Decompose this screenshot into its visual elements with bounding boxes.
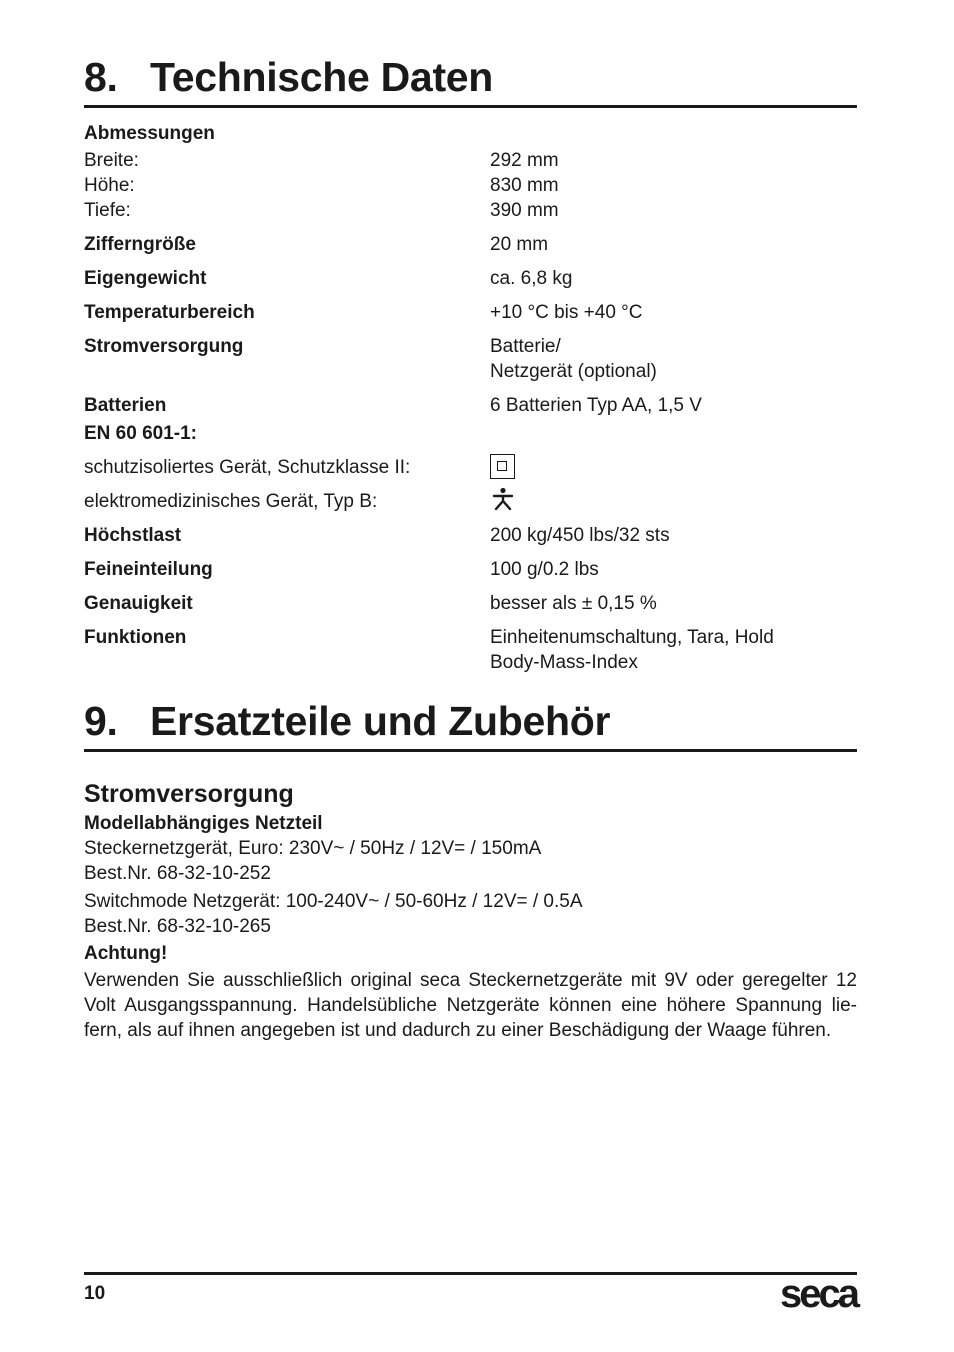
seca-logo: seca [780,1272,857,1316]
adapter-heading: Modellabhängiges Netzteil [84,813,323,834]
spec-label: EN 60 601-1: [84,423,198,444]
section-8-title: Technische Daten [150,54,494,100]
spec-value: 292 mm [490,150,559,171]
spec-value: Batterie/ Netzgerät (optional) [490,336,657,382]
section-9-title: Ersatzteile und Zubehör [150,698,611,744]
spec-label: elektromedizinisches Gerät, Typ B: [84,491,378,512]
spec-label: Zifferngröße [84,234,196,255]
spec-label: Funktionen [84,627,187,648]
section-8-number: 8. [84,54,118,100]
warning-line: Verwenden Sie ausschließlich original seca Steckernetzgeräte mit 9V oder geregelter 12 [84,970,857,991]
spec-value: ca. 6,8 kg [490,268,573,289]
adapter-2-description: Switchmode Netzgerät: 100-240V~ / 50-60Hz / 12V= / 0.5A [84,891,583,912]
spec-label: Höchstlast [84,525,182,546]
spec-label: Stromversorgung [84,336,244,357]
spec-value: 830 mm [490,175,559,196]
warning-paragraph [84,968,857,1043]
spec-value: 200 kg/450 lbs/32 sts [490,525,670,546]
manual-page [84,0,857,1352]
spec-label: Genauigkeit [84,593,193,614]
section-9-heading [84,692,857,752]
spec-value: 100 g/0.2 lbs [490,559,599,580]
spec-label: Batterien [84,395,167,416]
type-b-applied-part-icon [492,487,514,511]
section-9-number: 9. [84,698,118,744]
spec-label: Breite: [84,150,139,171]
warning-line: fern, als auf ihnen angegeben ist und dadurch zu einer Beschädigung der Waage führen. [84,1020,832,1041]
spec-value: 20 mm [490,234,549,255]
section-8-heading [84,48,857,108]
footer-divider [84,1272,857,1275]
power-supply-subheading: Stromversorgung [84,780,294,808]
spec-value: 390 mm [490,200,559,221]
protection-class-2-icon [490,454,515,479]
adapter-1-order-number: Best.Nr. 68-32-10-252 [84,863,271,884]
warning-line: Volt Ausgangsspannung. Handelsübliche Netzgeräte können eine höhere Spannung lie- [84,995,857,1016]
spec-value: Einheitenumschaltung, Tara, Hold Body-Mass-Index [490,627,774,673]
page-number: 10 [84,1283,106,1304]
spec-label: Abmessungen [84,123,215,144]
spec-label: Tiefe: [84,200,131,221]
adapter-2-order-number: Best.Nr. 68-32-10-265 [84,916,271,937]
warning-heading: Achtung! [84,943,168,964]
spec-label: Temperaturbereich [84,302,255,323]
spec-label: Eigengewicht [84,268,207,289]
spec-label: Feineinteilung [84,559,213,580]
spec-label: Höhe: [84,175,135,196]
spec-value: +10 °C bis +40 °C [490,302,643,323]
spec-value: 6 Batterien Typ AA, 1,5 V [490,395,702,416]
spec-label: schutzisoliertes Gerät, Schutzklasse II: [84,457,411,478]
spec-value: besser als ± 0,15 % [490,593,657,614]
adapter-1-description: Steckernetzgerät, Euro: 230V~ / 50Hz / 12V= / 150mA [84,838,542,859]
